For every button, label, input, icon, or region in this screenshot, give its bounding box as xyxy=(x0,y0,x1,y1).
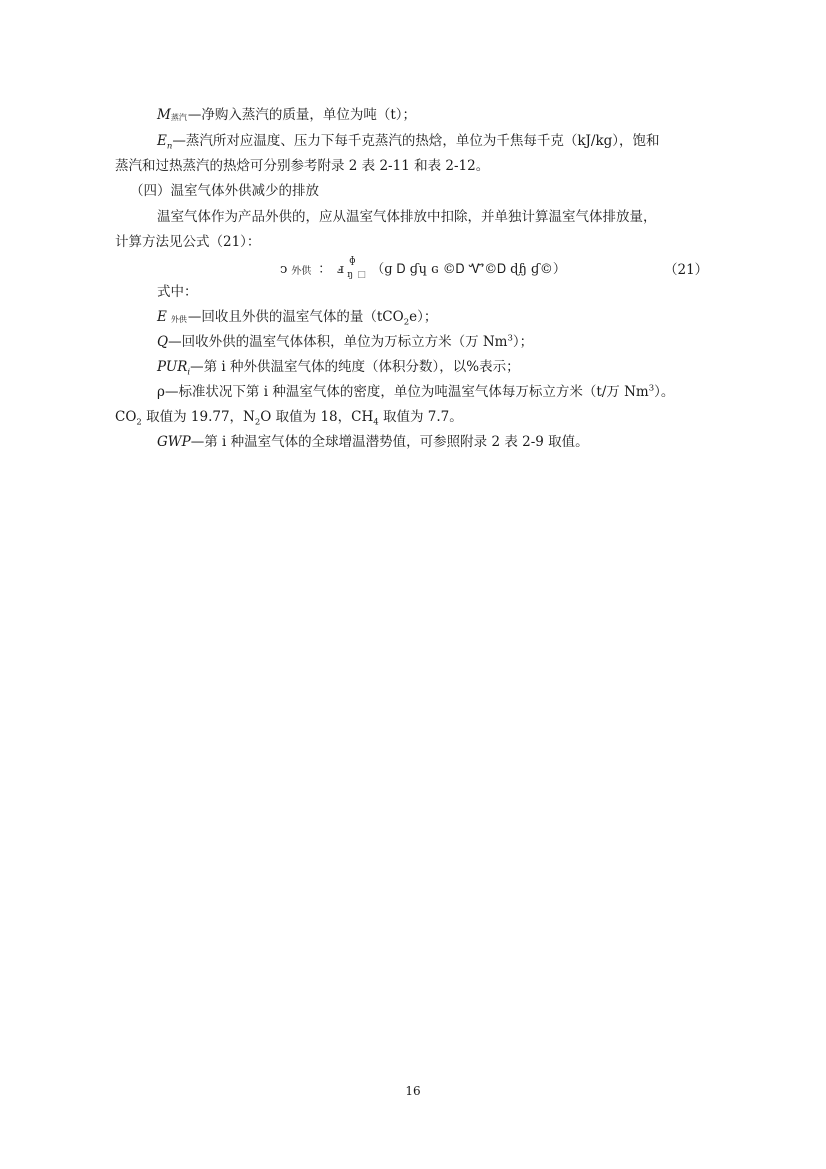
formula-separator: ： xyxy=(318,262,332,277)
symbol-e-supply: E xyxy=(157,309,167,325)
definition-e-supply-sub: 2 xyxy=(403,317,410,328)
note-d: 取值为 7.7。 xyxy=(378,409,463,425)
note-a: CO xyxy=(115,409,137,425)
symbol-gwp: GWP xyxy=(157,434,191,450)
definition-m-steam xyxy=(157,106,416,127)
definition-rho xyxy=(157,383,674,401)
intro-text-1: 温室气体作为产品外供的，应从温室气体排放中扣除，并单独计算温室气体排放量， xyxy=(157,209,657,225)
intro-text-2: 计算方法见公式（21）： xyxy=(115,234,261,250)
symbol-rho: ρ xyxy=(157,384,165,400)
note-b-sub: 2 xyxy=(254,417,261,428)
symbol-pur: PUR xyxy=(157,359,188,375)
formula-sum-symbol xyxy=(337,256,366,280)
definition-q xyxy=(157,333,533,351)
formula-21 xyxy=(280,256,566,280)
definition-e-n xyxy=(157,132,660,150)
formula-sum-sup: ɸ xyxy=(349,256,356,266)
formula-box: □ xyxy=(357,270,366,280)
symbol-q: Q xyxy=(157,334,169,350)
note-c-sub: 4 xyxy=(373,417,379,428)
definition-e-text: —蒸汽所对应温度、压力下每千克蒸汽的热焓，单位为千焦每千克（kJ/kg），饱和 xyxy=(172,133,660,149)
definition-q-sup: 3 xyxy=(507,333,513,344)
symbol-m-sub: 蒸汽 xyxy=(170,113,187,122)
definition-e-continued-text: 蒸汽和过热蒸汽的热焓可分别参考附录 2 表 2-11 和表 2-12。 xyxy=(115,158,490,174)
definition-rho-sup: 3 xyxy=(648,383,655,394)
where-label-text: 式中： xyxy=(157,284,198,300)
definition-m-text: —净购入蒸汽的质量，单位为吨（t）； xyxy=(187,107,417,123)
section-heading xyxy=(130,182,319,200)
formula-sum-sub: ŋ xyxy=(347,270,354,280)
definition-pur-text: —第 i 种外供温室气体的纯度（体积分数），以%表示； xyxy=(190,359,520,375)
definition-e-supply-text: —回收且外供的温室气体的量（tCO xyxy=(187,309,404,325)
intro-line-2 xyxy=(115,233,260,251)
definition-pur xyxy=(157,358,520,376)
intro-line-1 xyxy=(157,208,657,226)
formula-sum-glyph: ⅎ xyxy=(337,262,344,277)
page-number: 16 xyxy=(405,1084,421,1098)
note-b: 取值为 19.77，N xyxy=(141,409,255,425)
formula-body: （ɡ Ꭰ ɠɥ ɢ ©Ꭰ Ꮙ©Ꭰ ɖɧ ɠ©） xyxy=(371,262,566,277)
definition-e-supply-tail: e）； xyxy=(409,309,438,325)
note-a-sub: 2 xyxy=(136,417,142,428)
section-heading-text: （四）温室气体外供减少的排放 xyxy=(130,183,319,199)
definition-gwp-text: —第 i 种温室气体的全球增温潜势值，可参照附录 2 表 2-9 取值。 xyxy=(190,434,589,450)
definition-rho-tail: ）。 xyxy=(654,384,675,400)
symbol-pur-sub: i xyxy=(187,367,191,378)
definition-e-supply xyxy=(157,308,437,329)
definition-rho-text: —标准状况下第 i 种温室气体的密度，单位为吨温室气体每万标立方米（t/万 Nm xyxy=(164,384,649,400)
definition-gwp xyxy=(157,433,589,451)
symbol-m: M xyxy=(157,107,171,123)
definition-e-n-continued xyxy=(115,157,489,175)
formula-lhs-sub: 外供 xyxy=(291,266,312,277)
equation-number: （21） xyxy=(664,262,709,278)
note-c: O 取值为 18，CH xyxy=(260,409,374,425)
formula-lhs: ↄ xyxy=(280,262,288,277)
definition-q-tail: ）； xyxy=(512,334,534,350)
density-values-note xyxy=(115,408,463,426)
symbol-e-sub: n xyxy=(166,141,173,152)
where-label xyxy=(157,283,198,301)
definition-q-text: —回收外供的温室气体体积，单位为万标立方米（万 Nm xyxy=(168,334,508,350)
symbol-e-supply-sub: 外供 xyxy=(170,315,187,324)
symbol-e: E xyxy=(157,133,167,149)
